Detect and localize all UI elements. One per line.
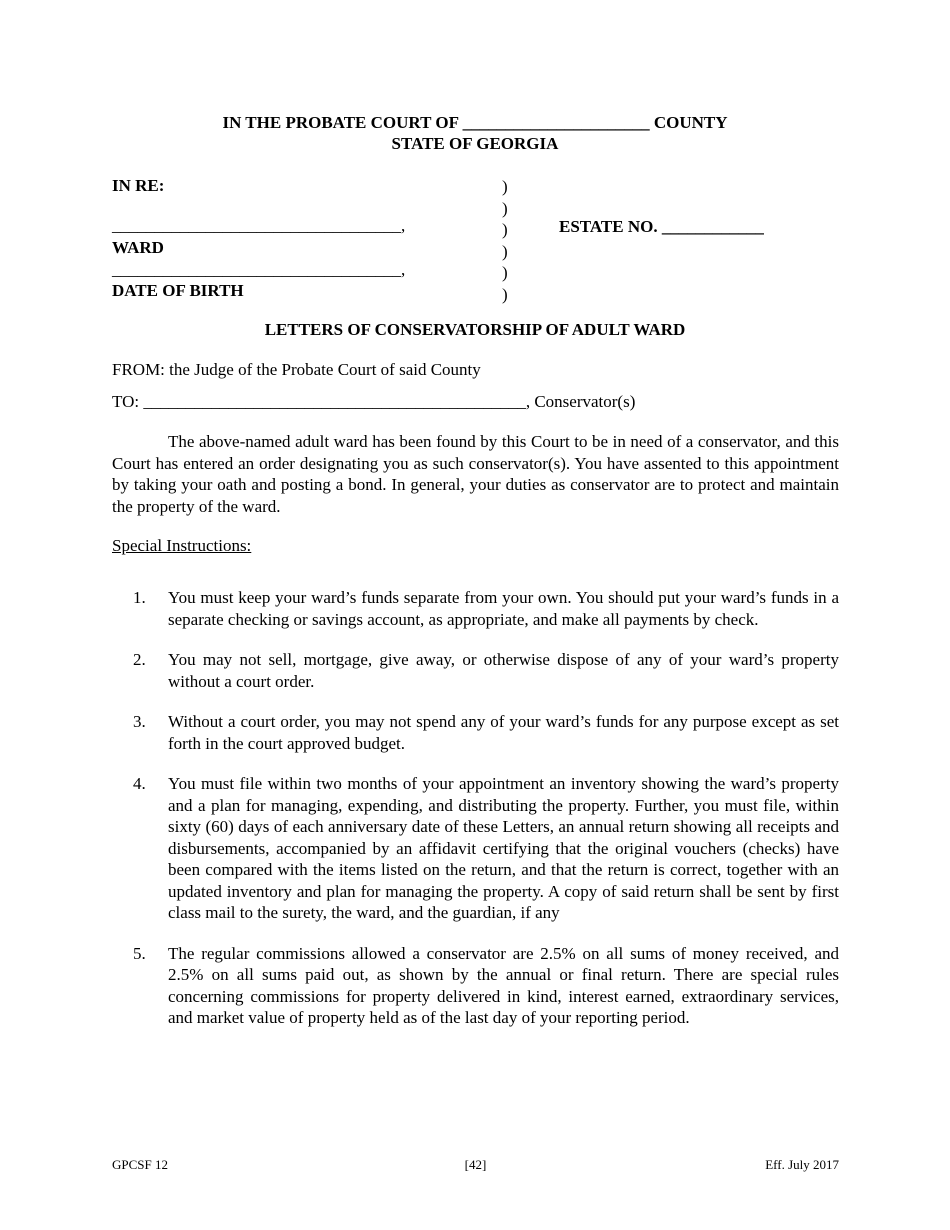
item-number: 3. xyxy=(133,712,146,731)
special-instructions-heading: Special Instructions: xyxy=(112,536,252,555)
state-line: STATE OF GEORGIA xyxy=(391,134,559,153)
in-re-label: IN RE: xyxy=(112,176,165,195)
item-number: 1. xyxy=(133,588,146,607)
item-text: You may not sell, mortgage, give away, or otherwise dispose of any of your ward’s property without a court order. xyxy=(168,650,839,691)
list-item xyxy=(112,711,839,754)
caption-parentheses xyxy=(502,176,516,305)
ward-name-blank: __________________________________, xyxy=(112,216,406,235)
intro-paragraph: The above-named adult ward has been found by this Court to be in need of a conservator, and this Court has entered an order designating you as such conservator(s). You have assented to this appointment by taking your oath and posting a bond. In general, your duties as conservator are to protect and maintain the property of the ward. xyxy=(112,432,839,516)
instructions-list xyxy=(112,587,839,1048)
list-item xyxy=(112,943,839,1029)
paren: ) xyxy=(502,284,508,304)
court-header xyxy=(0,112,950,154)
item-text: You must file within two months of your appointment an inventory showing the ward’s property and a plan for managing, expending, and distributing the property. Further, you must file, within sixty (60) days of each anniversary date of these Letters, an annual return showing all receipts and disbursements, accompanied by an affidavit certifying that the original vouchers (checks) have been compared with the items listed on the return, and that the return is correct, together with an updated inventory and plan for managing the property. A copy of said return shall be sent by first class mail to the surety, the ward, and the guardian, if any xyxy=(168,774,839,922)
item-text: The regular commissions allowed a conservator are 2.5% on all sums of money received, and 2.5% on all sums paid out, as shown by the annual or final return. There are special rules concerning commissions for property delivered in kind, interest earned, extraordinary services, and market value of property held as of the last day of your reporting period. xyxy=(168,943,839,1027)
estate-number: ESTATE NO. ____________ xyxy=(559,217,764,236)
page-number: [42] xyxy=(464,1157,487,1172)
list-item xyxy=(112,587,839,630)
court-line: IN THE PROBATE COURT OF ______________________ COUNTY xyxy=(222,113,728,132)
list-item xyxy=(112,773,839,924)
paren: ) xyxy=(502,241,508,261)
paren: ) xyxy=(502,263,508,282)
list-item xyxy=(112,649,839,692)
dob-label: DATE OF BIRTH xyxy=(112,281,244,300)
effective-date: Eff. July 2017 xyxy=(765,1157,839,1172)
to-line: TO: _____________________________________________, Conservator(s) xyxy=(112,392,636,411)
paren: ) xyxy=(502,198,508,218)
item-number: 4. xyxy=(133,774,146,793)
paren: ) xyxy=(502,177,508,196)
item-text: You must keep your ward’s funds separate from your own. You should put your ward’s funds in a separate checking or savings account, as appropriate, and make all payments by check. xyxy=(168,588,839,629)
from-line: FROM: the Judge of the Probate Court of said County xyxy=(112,360,481,379)
item-number: 5. xyxy=(133,943,146,963)
dob-blank: __________________________________, xyxy=(112,260,406,279)
document-title: LETTERS OF CONSERVATORSHIP OF ADULT WARD xyxy=(264,320,686,339)
paren: ) xyxy=(502,220,508,239)
ward-label: WARD xyxy=(112,238,164,257)
form-id: GPCSF 12 xyxy=(112,1157,168,1172)
item-number: 2. xyxy=(133,650,146,669)
item-text: Without a court order, you may not spend any of your ward’s funds for any purpose except as set forth in the court approved budget. xyxy=(168,712,839,753)
